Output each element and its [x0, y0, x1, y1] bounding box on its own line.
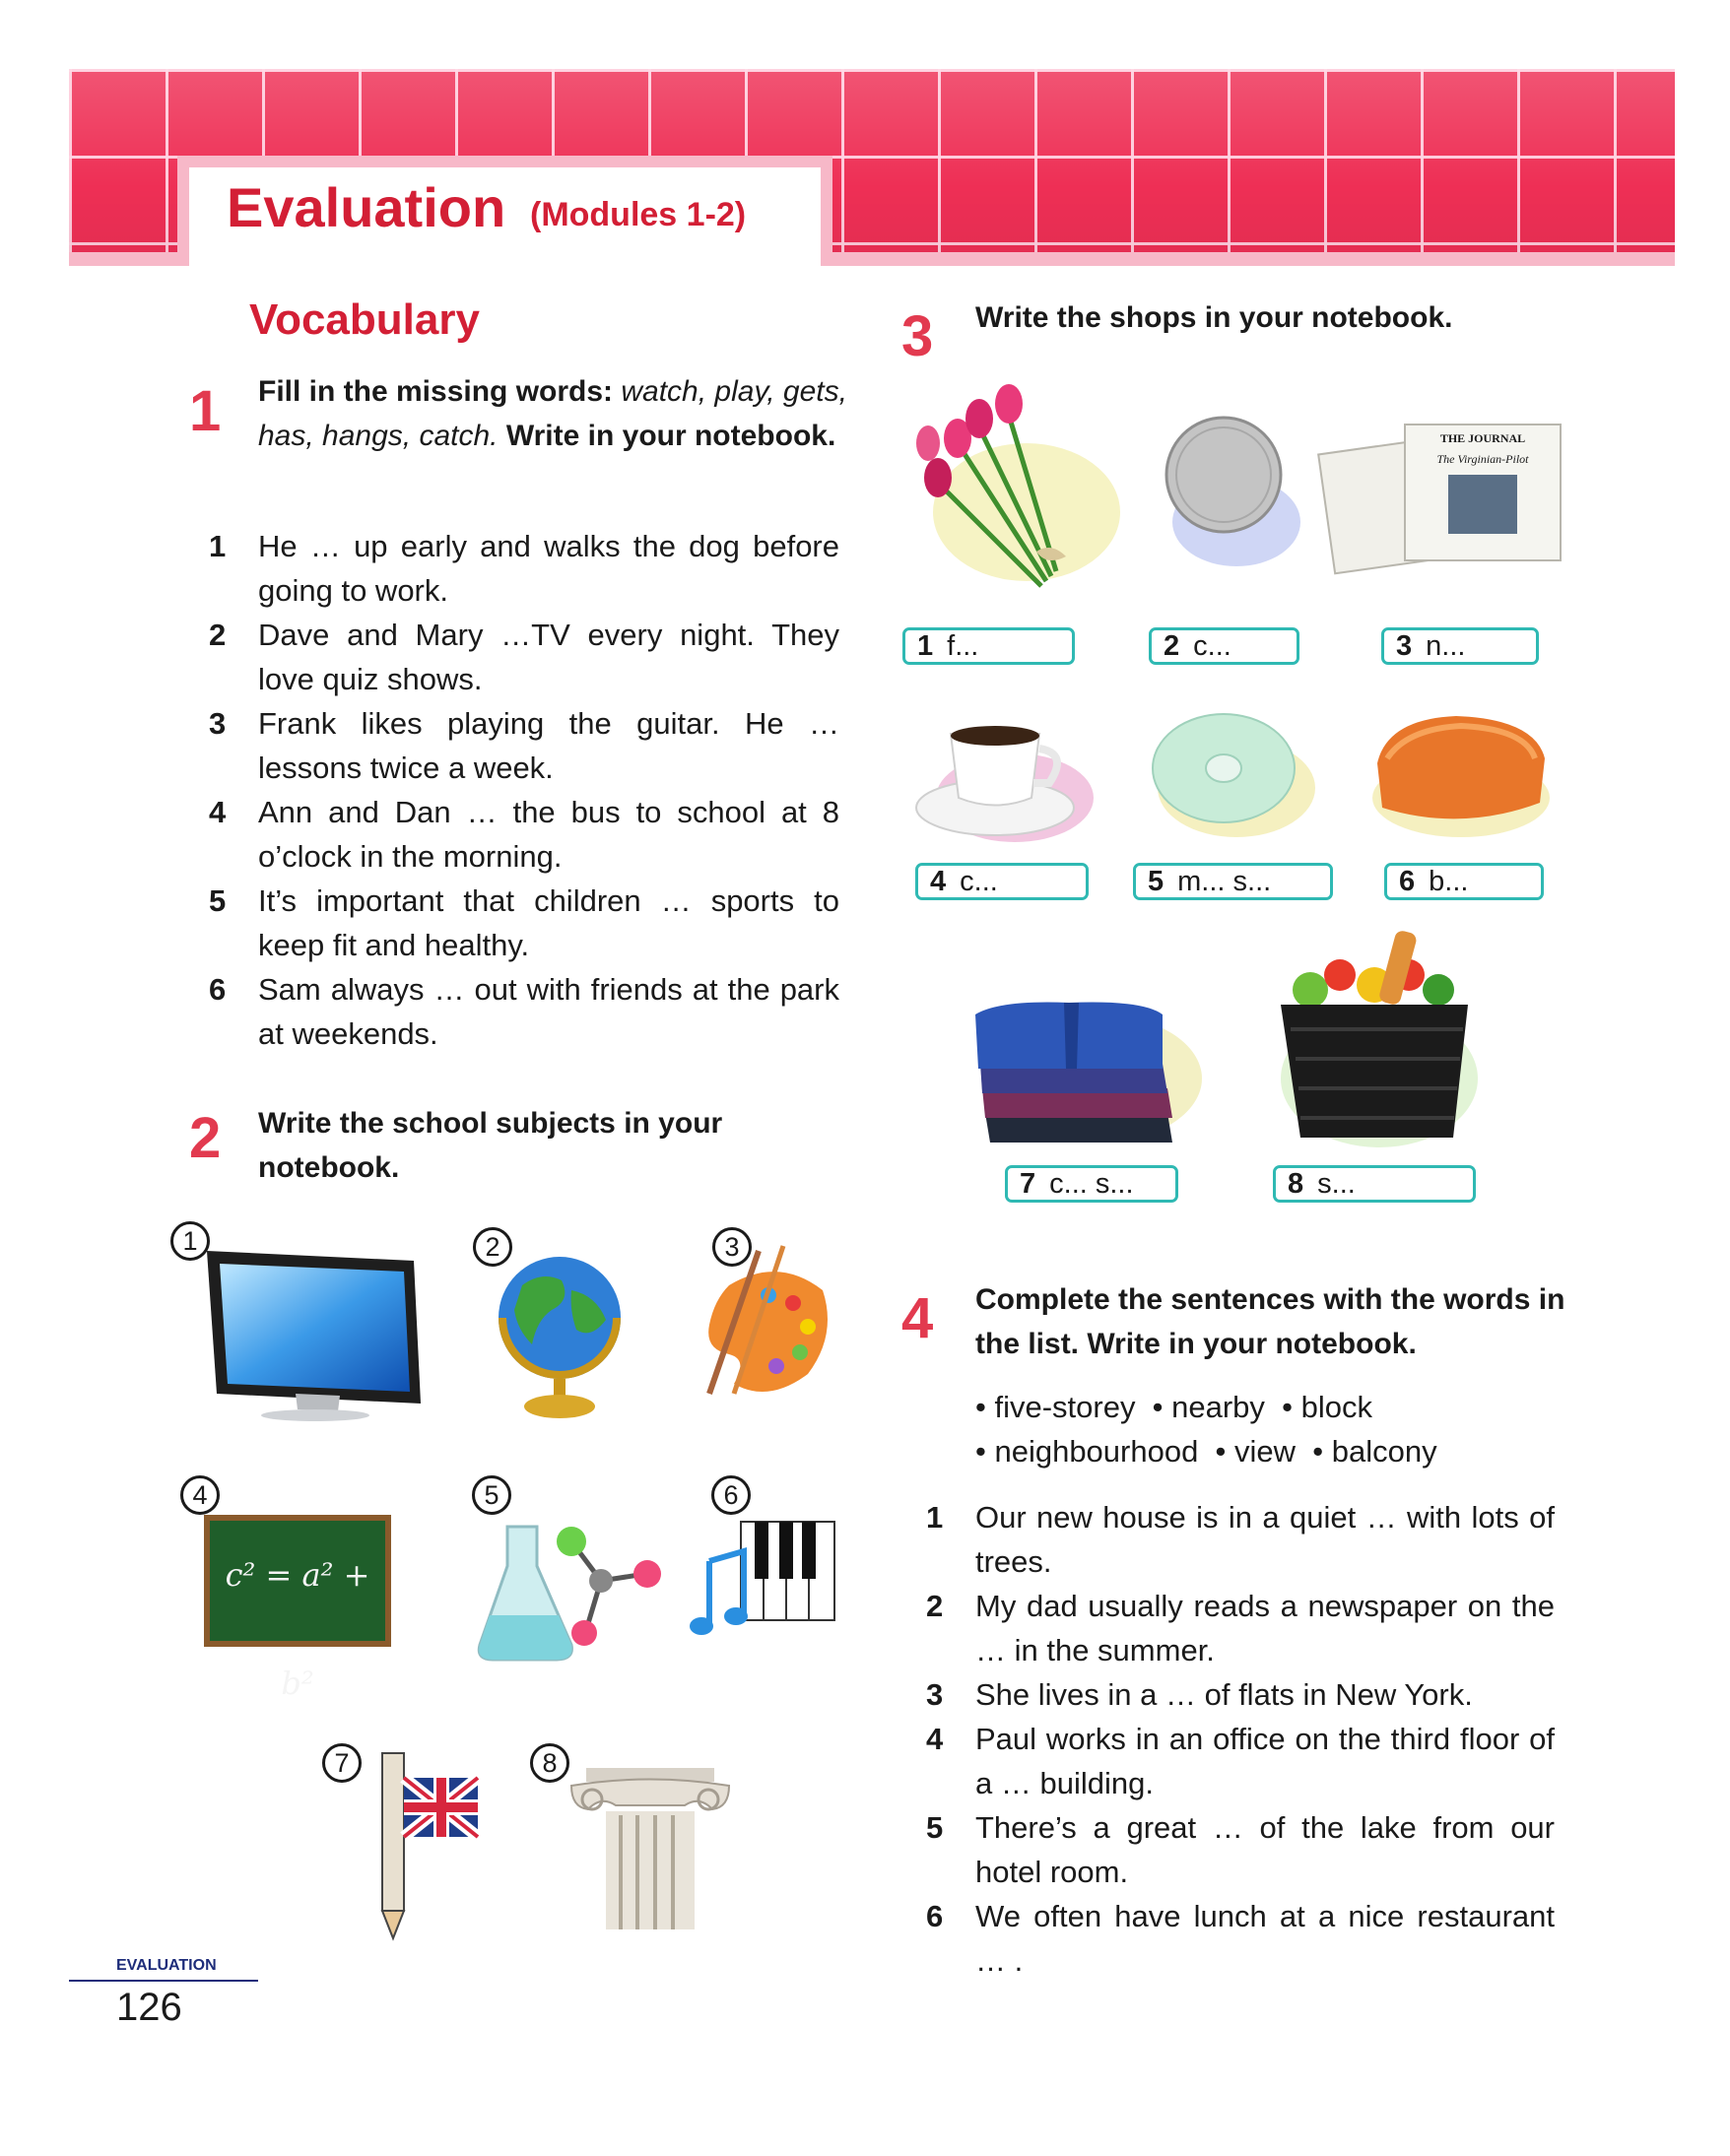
picture-number: 7	[322, 1743, 362, 1783]
shop-label-box: 3 n...	[1381, 627, 1539, 665]
list-item	[209, 967, 839, 1056]
coffee-cup-icon	[911, 714, 1098, 847]
instruction-tail: Write in your notebook.	[505, 420, 836, 452]
footer-section-label: EVALUATION	[116, 1957, 217, 1974]
picture-number: 5	[472, 1475, 511, 1515]
music-keys-icon	[690, 1522, 837, 1640]
paint-palette-icon	[690, 1246, 837, 1404]
word-list-line: • five-storey • nearby • block	[975, 1390, 1372, 1424]
item-number: 2	[209, 618, 227, 652]
bread-loaf-icon	[1367, 704, 1555, 842]
item-number: 1	[926, 1500, 944, 1535]
item-number: 4	[926, 1722, 944, 1756]
item-number: 1	[209, 529, 227, 563]
item-number: 2	[926, 1589, 944, 1623]
list-item	[209, 790, 839, 879]
exercise-2-instruction: Write the school subjects in your notebook.	[258, 1107, 723, 1184]
item-text: Sam always … out with friends at the park at weekends.	[258, 972, 839, 1051]
exercise-2-number: 2	[189, 1106, 222, 1170]
picture-number: 8	[530, 1743, 569, 1783]
list-item	[926, 1805, 1555, 1894]
item-number: 6	[209, 972, 227, 1007]
picture-number: 1	[170, 1221, 210, 1261]
picture-number: 6	[711, 1475, 751, 1515]
item-number: 5	[926, 1810, 944, 1845]
page-subtitle: (Modules 1-2)	[530, 196, 747, 233]
greek-column-icon	[566, 1768, 734, 1935]
blackboard	[204, 1515, 391, 1702]
exercise-1-instruction	[258, 369, 849, 458]
footer-rule	[69, 1980, 258, 1982]
item-number: 4	[209, 795, 227, 829]
exercise-4-items	[926, 1495, 1555, 1983]
shop-label-box: 8 s...	[1273, 1165, 1476, 1203]
flowers-icon	[898, 384, 1135, 611]
exercise-3-instruction: Write the shops in your notebook.	[975, 301, 1453, 334]
exercise-1-items	[209, 524, 839, 1056]
chemistry-flask-icon	[478, 1507, 665, 1665]
instruction-lead: Fill in the missing words:	[258, 375, 614, 408]
item-text: Paul works in an office on the third floor of a … building.	[975, 1722, 1555, 1800]
item-number: 3	[209, 706, 227, 741]
item-text: She lives in a … of flats in New York.	[975, 1677, 1473, 1712]
newspaper-photo	[1448, 475, 1517, 534]
exercise-1-number: 1	[189, 379, 222, 443]
globe-icon	[493, 1251, 631, 1428]
item-text: We often have lunch at a nice restaurant … .	[975, 1899, 1555, 1978]
item-text: There’s a great … of the lake from our hotel room.	[975, 1810, 1555, 1889]
shop-label-box: 1 f...	[902, 627, 1075, 665]
union-jack-pencil-icon	[374, 1743, 483, 1940]
list-item	[926, 1584, 1555, 1672]
item-number: 3	[926, 1677, 944, 1712]
word-list: watch, play, gets, has, hangs, catch.	[258, 375, 847, 452]
newspaper-masthead: THE JOURNAL	[1439, 431, 1526, 445]
blackboard-formula: c² = a² + b²	[210, 1521, 385, 1641]
item-number: 5	[209, 883, 227, 918]
newspapers	[1315, 414, 1581, 571]
picture-number: 3	[712, 1227, 752, 1267]
picture-number: 4	[180, 1475, 220, 1515]
list-item	[926, 1495, 1555, 1584]
newspaper-masthead: The Virginian-Pilot	[1436, 452, 1529, 466]
picture-number: 2	[473, 1227, 512, 1267]
list-item	[926, 1672, 1555, 1717]
shop-label-box: 7 c... s...	[1005, 1165, 1178, 1203]
list-item	[209, 879, 839, 967]
list-item	[926, 1894, 1555, 1983]
cd-disc-icon	[1143, 704, 1320, 842]
grocery-basket-icon	[1271, 931, 1488, 1157]
coin-icon	[1153, 404, 1300, 571]
word-list-line: • neighbourhood • view • balcony	[975, 1434, 1437, 1469]
folded-clothes-icon	[970, 985, 1207, 1152]
item-text: Dave and Mary …TV every night. They love quiz shows.	[258, 618, 839, 696]
shop-label-box: 4 c...	[915, 863, 1089, 900]
item-text: It’s important that children … sports to keep fit and healthy.	[258, 883, 839, 962]
exercise-3-number: 3	[901, 304, 934, 368]
exercise-4-instruction: Complete the sentences with the words in the list. Write in your notebook.	[975, 1283, 1565, 1360]
item-text: My dad usually reads a newspaper on the … in the summer.	[975, 1589, 1555, 1667]
list-item	[926, 1717, 1555, 1805]
item-text: He … up early and walks the dog before going to work.	[258, 529, 839, 608]
list-item	[209, 613, 839, 701]
shop-label-box: 6 b...	[1384, 863, 1544, 900]
computer-monitor-icon	[202, 1246, 429, 1423]
shop-label-box: 5 m... s...	[1133, 863, 1333, 900]
page-title: Evaluation	[227, 176, 506, 238]
newspaper-front	[1404, 424, 1562, 561]
shop-label-box: 2 c...	[1149, 627, 1299, 665]
page-number: 126	[116, 1986, 182, 2029]
item-text: Our new house is in a quiet … with lots of trees.	[975, 1500, 1555, 1579]
vocabulary-heading: Vocabulary	[249, 295, 480, 344]
item-text: Frank likes playing the guitar. He … lessons twice a week.	[258, 706, 839, 785]
item-text: Ann and Dan … the bus to school at 8 o’clock in the morning.	[258, 795, 839, 874]
list-item	[209, 524, 839, 613]
exercise-4-number: 4	[901, 1286, 934, 1350]
item-number: 6	[926, 1899, 944, 1933]
list-item	[209, 701, 839, 790]
